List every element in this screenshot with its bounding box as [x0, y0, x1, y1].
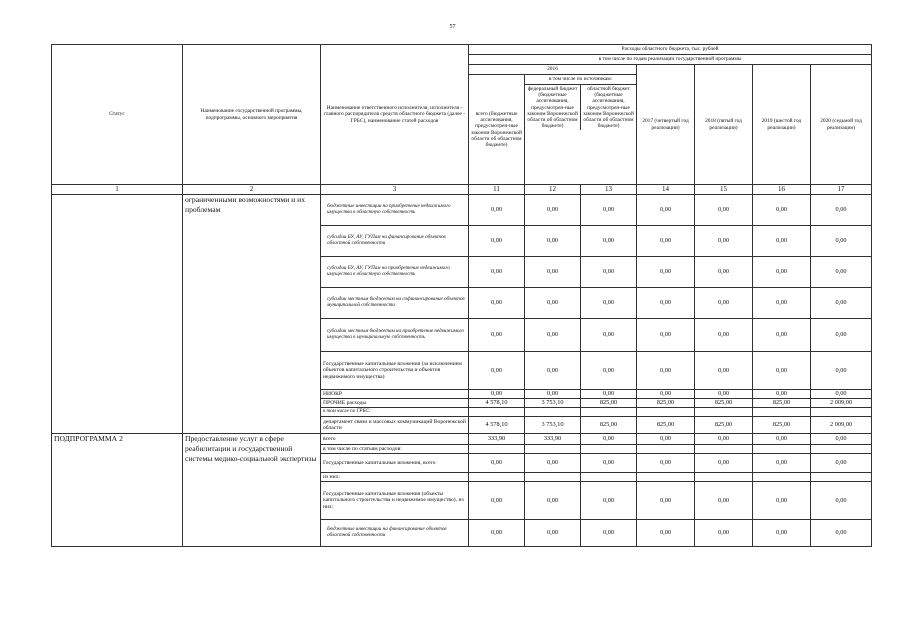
value-cell — [581, 445, 637, 454]
value-cell: 0,00 — [637, 482, 695, 520]
row-label: департамент связи и массовых коммуникаций Воронежской области — [321, 417, 469, 434]
value-cell — [581, 473, 637, 482]
value-cell: 0,00 — [695, 482, 753, 520]
value-cell: 0,00 — [581, 257, 637, 288]
header-federal: федеральный бюджет (бюджетные ассигнования, предусмотрен-ные законом Воронежской области об областном бюджете) — [525, 85, 581, 130]
col-num: 13 — [581, 185, 637, 195]
value-cell: 0,00 — [695, 390, 753, 399]
value-cell — [811, 473, 872, 482]
value-cell: 0,00 — [811, 520, 872, 547]
value-cell: 0,00 — [637, 195, 695, 226]
value-cell: 0,00 — [811, 390, 872, 399]
header-year-2016: 2016 — [469, 65, 637, 75]
header-by-years: в том числе по годам реализации государственной программы — [469, 55, 872, 65]
value-cell: 0,00 — [811, 288, 872, 319]
value-cell: 0,00 — [811, 482, 872, 520]
value-cell: 0,00 — [469, 226, 525, 257]
value-cell: 825,00 — [695, 417, 753, 434]
value-cell — [695, 445, 753, 454]
row-label: субсидии местным бюджетам на софинансирование объектов муниципальной собственности — [321, 288, 469, 319]
col-num: 17 — [811, 185, 872, 195]
value-cell: 3 753,10 — [525, 417, 581, 434]
value-cell: 0,00 — [695, 195, 753, 226]
value-cell: 0,00 — [637, 226, 695, 257]
value-cell: 0,00 — [581, 319, 637, 352]
value-cell: 0,00 — [525, 288, 581, 319]
row-label: субсидии БУ, АУ, ГУПам на приобретение недвижимого имущества в областную собственность — [321, 257, 469, 288]
value-cell: 0,00 — [581, 434, 637, 445]
value-cell: 0,00 — [581, 226, 637, 257]
value-cell: 2 009,00 — [811, 417, 872, 434]
value-cell: 0,00 — [695, 454, 753, 473]
value-cell — [469, 408, 525, 417]
col-num: 11 — [469, 185, 525, 195]
row-label: Государственные капитальные вложения, всего — [321, 454, 469, 473]
header-total: всего (бюджетные ассигнования, предусмотрен-ные законом Воронежской области об областном бюджете) — [469, 75, 525, 185]
value-cell: 0,00 — [469, 319, 525, 352]
budget-table — [51, 44, 872, 547]
value-cell — [637, 408, 695, 417]
value-cell: 825,00 — [581, 417, 637, 434]
value-cell: 0,00 — [525, 226, 581, 257]
value-cell: 0,00 — [637, 434, 695, 445]
value-cell: 0,00 — [753, 319, 811, 352]
value-cell: 0,00 — [581, 288, 637, 319]
value-cell: 0,00 — [525, 454, 581, 473]
col-num: 2 — [183, 185, 321, 195]
value-cell: 0,00 — [469, 390, 525, 399]
value-cell: 0,00 — [581, 195, 637, 226]
row-label: Государственные капитальные вложения (объекты капитального строительства и недвижимое имущество), из них: — [321, 482, 469, 520]
value-cell: 0,00 — [525, 482, 581, 520]
value-cell: 0,00 — [753, 520, 811, 547]
value-cell: 0,00 — [525, 195, 581, 226]
value-cell — [637, 473, 695, 482]
value-cell — [469, 473, 525, 482]
row-label: ПРОЧИЕ расходы — [321, 399, 469, 408]
col-num: 1 — [52, 185, 183, 195]
header-executor: Наименование ответственного исполнителя, исполнителя - главного распорядителя средств областного бюджета (далее - ГРБС), наименование статей расходов — [321, 45, 469, 185]
value-cell — [525, 408, 581, 417]
value-cell — [525, 445, 581, 454]
col-num: 15 — [695, 185, 753, 195]
program-name: ограниченными возможностями и их проблемам — [183, 195, 321, 434]
table-row — [52, 434, 872, 445]
value-cell: 0,00 — [525, 352, 581, 390]
value-cell: 0,00 — [581, 482, 637, 520]
subprogram-name: Предоставление услуг в сфере реабилитации и государственной системы медико-социальной экспертизы — [183, 434, 321, 547]
value-cell: 0,00 — [811, 195, 872, 226]
value-cell — [581, 408, 637, 417]
value-cell: 0,00 — [525, 390, 581, 399]
value-cell: 0,00 — [637, 390, 695, 399]
value-cell: 0,00 — [695, 352, 753, 390]
value-cell: 0,00 — [811, 319, 872, 352]
value-cell — [525, 473, 581, 482]
by-articles-label: в том числе по статьям расходов: — [321, 445, 469, 454]
value-cell: 333,90 — [469, 434, 525, 445]
value-cell: 825,00 — [637, 399, 695, 408]
value-cell: 0,00 — [637, 319, 695, 352]
value-cell: 0,00 — [695, 319, 753, 352]
value-cell: 0,00 — [753, 390, 811, 399]
header-2017: 2017 (четвертый год реализации) — [637, 65, 695, 185]
col-num: 16 — [753, 185, 811, 195]
value-cell: 0,00 — [753, 434, 811, 445]
row-label: бюджетные инвестиции на приобретение недвижимого имущества в областную собственность — [321, 195, 469, 226]
value-cell: 0,00 — [469, 454, 525, 473]
value-cell: 0,00 — [753, 454, 811, 473]
header-status: Статус — [52, 45, 183, 185]
value-cell: 0,00 — [811, 434, 872, 445]
col-num: 14 — [637, 185, 695, 195]
value-cell: 0,00 — [695, 226, 753, 257]
row-label: субсидии БУ, АУ, ГУПам на финансирование объектов областной собственности — [321, 226, 469, 257]
value-cell: 0,00 — [525, 520, 581, 547]
value-cell: 4 578,10 — [469, 417, 525, 434]
grbs-label: в том числе по ГРБС: — [321, 408, 469, 417]
value-cell: 0,00 — [695, 520, 753, 547]
value-cell: 0,00 — [753, 352, 811, 390]
value-cell: 0,00 — [637, 257, 695, 288]
subprogram-status: ПОДПРОГРАММА 2 — [52, 434, 183, 547]
status-cell-empty — [52, 195, 183, 434]
value-cell: 825,00 — [695, 399, 753, 408]
value-cell: 0,00 — [469, 195, 525, 226]
value-cell — [753, 408, 811, 417]
value-cell: 0,00 — [695, 434, 753, 445]
value-cell — [753, 473, 811, 482]
value-cell: 0,00 — [469, 257, 525, 288]
value-cell: 0,00 — [811, 226, 872, 257]
value-cell: 0,00 — [525, 257, 581, 288]
value-cell: 0,00 — [581, 352, 637, 390]
value-cell: 0,00 — [753, 482, 811, 520]
value-cell: 0,00 — [637, 520, 695, 547]
value-cell: 825,00 — [637, 417, 695, 434]
value-cell: 0,00 — [581, 390, 637, 399]
of-them-label: из них: — [321, 473, 469, 482]
value-cell — [811, 445, 872, 454]
value-cell: 0,00 — [811, 257, 872, 288]
header-2018: 2018 (пятый год реализации) — [695, 65, 753, 185]
row-label: Государственные капитальные вложения (за исключением объектов капитального строительства и объектов недвижимого имущества) — [321, 352, 469, 390]
row-label: бюджетные инвестиции на финансирование объектов областной собственности — [321, 520, 469, 547]
value-cell: 0,00 — [637, 352, 695, 390]
value-cell: 0,00 — [469, 482, 525, 520]
header-regional: областной бюджет (бюджетные ассигнования, предусмотрен-ные законом Воронежской области об областном бюджете) — [583, 86, 634, 130]
value-cell — [695, 408, 753, 417]
col-num: 12 — [525, 185, 581, 195]
table-row — [52, 195, 872, 226]
value-cell: 333,90 — [525, 434, 581, 445]
value-cell — [469, 445, 525, 454]
value-cell: 0,00 — [753, 288, 811, 319]
value-cell: 0,00 — [581, 520, 637, 547]
page-number: 57 — [449, 24, 456, 30]
value-cell: 0,00 — [695, 288, 753, 319]
value-cell: 825,00 — [581, 399, 637, 408]
value-cell: 4 578,10 — [469, 399, 525, 408]
value-cell — [637, 445, 695, 454]
value-cell: 2 009,00 — [811, 399, 872, 408]
column-number-row — [52, 185, 872, 195]
value-cell: 0,00 — [469, 520, 525, 547]
header-expenses: Расходы областного бюджета, тыс. рублей — [469, 45, 872, 55]
value-cell: 0,00 — [637, 288, 695, 319]
row-label: НИОКР — [321, 390, 469, 399]
value-cell: 0,00 — [753, 195, 811, 226]
value-cell: 0,00 — [753, 226, 811, 257]
value-cell: 0,00 — [581, 454, 637, 473]
row-label: всего — [321, 434, 469, 445]
row-label: субсидии местным бюджетам на приобретение недвижимого имущества в муниципальную собственность — [321, 319, 469, 352]
value-cell: 0,00 — [525, 319, 581, 352]
header-by-sources: в том числе по источникам: — [525, 75, 636, 85]
header-2019: 2019 (шестой год реализации) — [753, 65, 811, 185]
value-cell: 0,00 — [753, 257, 811, 288]
value-cell: 0,00 — [469, 352, 525, 390]
value-cell: 0,00 — [811, 454, 872, 473]
value-cell: 0,00 — [811, 352, 872, 390]
value-cell: 825,00 — [753, 399, 811, 408]
col-num: 3 — [321, 185, 469, 195]
header-2020: 2020 (седьмой год реализации) — [811, 65, 872, 185]
value-cell: 825,00 — [753, 417, 811, 434]
value-cell: 3 753,10 — [525, 399, 581, 408]
header-sources-cell — [525, 75, 637, 185]
value-cell: 0,00 — [695, 257, 753, 288]
value-cell: 0,00 — [637, 454, 695, 473]
value-cell: 0,00 — [469, 288, 525, 319]
value-cell — [695, 473, 753, 482]
value-cell — [753, 445, 811, 454]
value-cell — [811, 408, 872, 417]
header-name: Наименование государственной программы, подпрограммы, основного мероприятия — [183, 45, 321, 185]
